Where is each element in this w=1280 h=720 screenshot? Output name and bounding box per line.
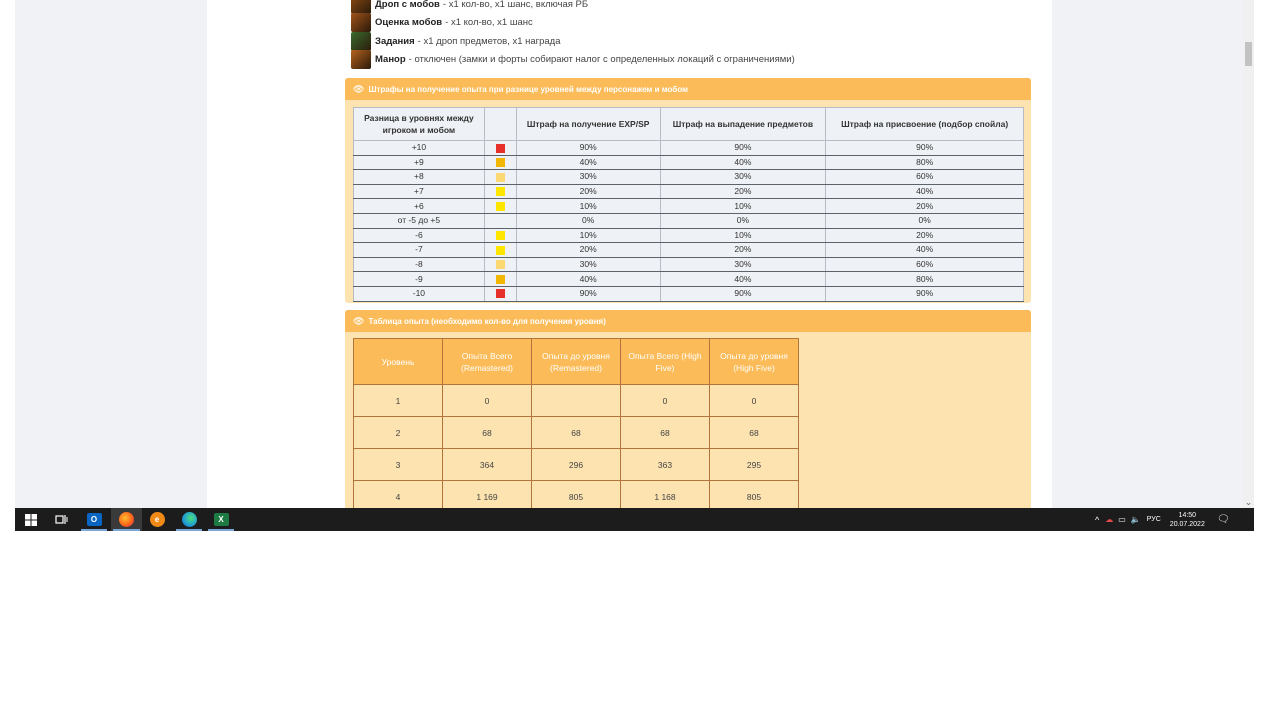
browser-viewport — [15, 0, 1243, 508]
start-button[interactable] — [22, 511, 40, 528]
color-cell — [484, 272, 516, 287]
level-diff-cell: -8 — [354, 257, 485, 272]
exp-penalty-cell: 20% — [516, 243, 660, 258]
penalty-table — [353, 107, 1024, 302]
color-cell — [484, 257, 516, 272]
level-diff-cell: +9 — [354, 155, 485, 170]
exp-penalty-cell: 30% — [516, 170, 660, 185]
level-diff-cell: +10 — [354, 141, 485, 156]
windows-taskbar — [15, 508, 1254, 531]
edge-icon — [182, 512, 197, 527]
exp-table-header — [354, 339, 799, 385]
exp-penalty-cell: 10% — [516, 228, 660, 243]
notifications-icon[interactable]: 🗨 — [1216, 514, 1230, 525]
spoil-penalty-cell: 0% — [826, 213, 1024, 228]
penalty-row — [354, 228, 1024, 243]
color-indicator-square — [496, 275, 505, 284]
spoil-penalty-cell: 60% — [826, 257, 1024, 272]
rate-label: Дроп с мобов — [375, 0, 440, 10]
rate-line-quest — [351, 32, 561, 51]
outlook-icon: O — [87, 513, 102, 526]
color-indicator-square — [496, 158, 505, 167]
firefox-active-indicator — [113, 529, 140, 531]
rate-label: Манор — [375, 54, 406, 65]
header-level: Уровень — [354, 339, 443, 385]
browser-icon: e — [150, 512, 165, 527]
task-view-button[interactable] — [52, 511, 70, 528]
outlook-button[interactable] — [85, 511, 103, 528]
drop-penalty-cell: 10% — [660, 228, 826, 243]
rate-label: Задания — [375, 36, 415, 47]
spoil-penalty-cell: 60% — [826, 170, 1024, 185]
level-cell: 2 — [354, 417, 443, 449]
color-indicator-square — [496, 246, 505, 255]
header-drop-penalty: Штраф на выпадение предметов — [660, 108, 826, 141]
firefox-button[interactable] — [117, 511, 135, 528]
exp-row — [354, 385, 799, 417]
exp-table — [353, 338, 799, 508]
tolevel-highfive-cell: 0 — [710, 385, 799, 417]
clock-time: 14:50 — [1178, 511, 1197, 519]
header-tolevel-remastered: Опыта до уровня (Remastered) — [532, 339, 621, 385]
penalty-row — [354, 199, 1024, 214]
level-cell: 1 — [354, 385, 443, 417]
drop-penalty-cell: 10% — [660, 199, 826, 214]
rate-line-drop — [351, 0, 588, 14]
color-cell — [484, 170, 516, 185]
header-exp-penalty: Штраф на получение EXP/SP — [516, 108, 660, 141]
exp-panel-title: Таблица опыта (необходимо кол-во для получения уровня) — [368, 316, 606, 326]
tolevel-highfive-cell: 68 — [710, 417, 799, 449]
edge-button[interactable] — [180, 511, 198, 528]
penalty-row — [354, 170, 1024, 185]
penalty-row — [354, 286, 1024, 301]
color-cell — [484, 199, 516, 214]
page-content — [207, 0, 1052, 508]
eye-icon: 👁 — [353, 315, 365, 326]
system-tray — [1095, 508, 1230, 531]
penalty-row — [354, 272, 1024, 287]
excel-active-indicator — [208, 529, 234, 531]
page-scrollbar[interactable] — [1243, 0, 1254, 508]
language-indicator[interactable]: РУС — [1146, 516, 1161, 523]
rate-text: - x1 кол-во, x1 шанс — [445, 17, 533, 28]
scroll-down-arrow-icon[interactable]: ⌄ — [1244, 497, 1253, 507]
rate-text: - x1 дроп предметов, x1 награда — [417, 36, 561, 47]
spoil-icon — [351, 13, 371, 32]
drop-penalty-cell: 30% — [660, 170, 826, 185]
total-remastered-cell: 1 169 — [443, 481, 532, 509]
eye-icon: 👁 — [353, 83, 365, 94]
penalty-row — [354, 155, 1024, 170]
level-diff-cell: -7 — [354, 243, 485, 258]
level-diff-cell: -10 — [354, 286, 485, 301]
scrollbar-thumb[interactable] — [1245, 42, 1252, 66]
total-highfive-cell: 0 — [621, 385, 710, 417]
total-remastered-cell: 68 — [443, 417, 532, 449]
header-level-diff: Разница в уровнях между игроком и мобом — [354, 108, 485, 141]
level-cell: 4 — [354, 481, 443, 509]
spoil-penalty-cell: 40% — [826, 243, 1024, 258]
task-view-icon — [55, 514, 68, 525]
exp-penalty-cell: 20% — [516, 184, 660, 199]
drop-penalty-cell: 30% — [660, 257, 826, 272]
penalty-panel-header — [345, 78, 1031, 100]
tolevel-highfive-cell: 295 — [710, 449, 799, 481]
exp-row — [354, 417, 799, 449]
color-indicator-square — [496, 144, 505, 153]
drop-icon — [351, 0, 371, 14]
rate-line-spoil — [351, 13, 533, 32]
tolevel-remastered-cell: 805 — [532, 481, 621, 509]
rate-label: Оценка мобов — [375, 17, 443, 28]
header-tolevel-highfive: Опыта до уровня (High Five) — [710, 339, 799, 385]
spoil-penalty-cell: 90% — [826, 141, 1024, 156]
spoil-penalty-cell: 40% — [826, 184, 1024, 199]
level-diff-cell: +6 — [354, 199, 485, 214]
spoil-penalty-cell: 80% — [826, 155, 1024, 170]
tolevel-highfive-cell: 805 — [710, 481, 799, 509]
drop-penalty-cell: 90% — [660, 286, 826, 301]
total-highfive-cell: 68 — [621, 417, 710, 449]
drop-penalty-cell: 40% — [660, 272, 826, 287]
drop-penalty-cell: 0% — [660, 213, 826, 228]
clock-date: 20.07.2022 — [1169, 520, 1205, 528]
exp-row — [354, 481, 799, 509]
windows-icon — [25, 514, 37, 526]
color-indicator-square — [496, 173, 505, 182]
firefox-icon — [119, 512, 134, 527]
tolevel-remastered-cell: 296 — [532, 449, 621, 481]
drop-penalty-cell: 90% — [660, 141, 826, 156]
volume-icon[interactable]: 🔈 — [1130, 515, 1141, 524]
rate-text: - x1 кол-во, x1 шанс, включая РБ — [442, 0, 589, 10]
exp-penalty-cell: 30% — [516, 257, 660, 272]
spoil-penalty-cell: 90% — [826, 286, 1024, 301]
color-cell — [484, 213, 516, 228]
tolevel-remastered-cell — [532, 385, 621, 417]
exp-penalty-cell: 0% — [516, 213, 660, 228]
rate-text: - отключен (замки и форты собирают налог с определенных локаций с ограничениями) — [408, 54, 795, 65]
cloud-icon[interactable]: ☁ — [1105, 515, 1114, 524]
header-spoil-penalty: Штраф на присвоение (подбор спойла) — [826, 108, 1024, 141]
color-indicator-square — [496, 231, 505, 240]
color-cell — [484, 141, 516, 156]
penalty-table-header — [354, 108, 1024, 141]
exp-penalty-cell: 40% — [516, 272, 660, 287]
penalty-row — [354, 213, 1024, 228]
color-indicator-square — [496, 202, 505, 211]
header-color — [484, 108, 516, 141]
clock[interactable] — [1170, 511, 1205, 529]
color-indicator-square — [496, 187, 505, 196]
color-cell — [484, 155, 516, 170]
color-cell — [484, 286, 516, 301]
exp-penalty-cell: 40% — [516, 155, 660, 170]
color-cell — [484, 243, 516, 258]
penalty-row — [354, 184, 1024, 199]
excel-button[interactable] — [212, 511, 230, 528]
spoil-penalty-cell: 80% — [826, 272, 1024, 287]
outlook-active-indicator — [81, 529, 107, 531]
color-cell — [484, 184, 516, 199]
level-diff-cell: -9 — [354, 272, 485, 287]
exp-penalty-cell: 90% — [516, 286, 660, 301]
spoil-penalty-cell: 20% — [826, 228, 1024, 243]
header-total-remastered: Опыта Всего (Remastered) — [443, 339, 532, 385]
exp-penalty-cell: 10% — [516, 199, 660, 214]
header-total-highfive: Опыта Всего (High Five) — [621, 339, 710, 385]
exp-panel-header — [345, 310, 1031, 332]
level-cell: 3 — [354, 449, 443, 481]
penalty-panel — [345, 78, 1031, 303]
spoil-penalty-cell: 20% — [826, 199, 1024, 214]
color-indicator-square — [496, 289, 505, 298]
rate-line-manor — [351, 50, 795, 69]
exp-row — [354, 449, 799, 481]
exp-panel — [345, 310, 1031, 508]
drop-penalty-cell: 20% — [660, 184, 826, 199]
penalty-panel-title: Штрафы на получение опыта при разнице уровней между персонажем и мобом — [368, 84, 689, 94]
exp-penalty-cell: 90% — [516, 141, 660, 156]
manor-icon — [351, 50, 371, 69]
edge-active-indicator — [176, 529, 202, 531]
drop-penalty-cell: 20% — [660, 243, 826, 258]
level-diff-cell: +7 — [354, 184, 485, 199]
chevron-up-icon[interactable]: ^ — [1095, 514, 1100, 525]
level-diff-cell: от -5 до +5 — [354, 213, 485, 228]
drop-penalty-cell: 40% — [660, 155, 826, 170]
penalty-row — [354, 257, 1024, 272]
quest-icon — [351, 32, 371, 51]
network-icon[interactable]: ▭ — [1118, 515, 1126, 524]
penalty-row — [354, 243, 1024, 258]
color-indicator-square — [496, 260, 505, 269]
color-cell — [484, 228, 516, 243]
level-diff-cell: +8 — [354, 170, 485, 185]
desktop-screen — [15, 0, 1254, 531]
browser-button[interactable] — [148, 511, 166, 528]
tolevel-remastered-cell: 68 — [532, 417, 621, 449]
excel-icon: X — [214, 513, 229, 526]
penalty-row — [354, 141, 1024, 156]
total-remastered-cell: 364 — [443, 449, 532, 481]
level-diff-cell: -6 — [354, 228, 485, 243]
total-remastered-cell: 0 — [443, 385, 532, 417]
total-highfive-cell: 363 — [621, 449, 710, 481]
total-highfive-cell: 1 168 — [621, 481, 710, 509]
